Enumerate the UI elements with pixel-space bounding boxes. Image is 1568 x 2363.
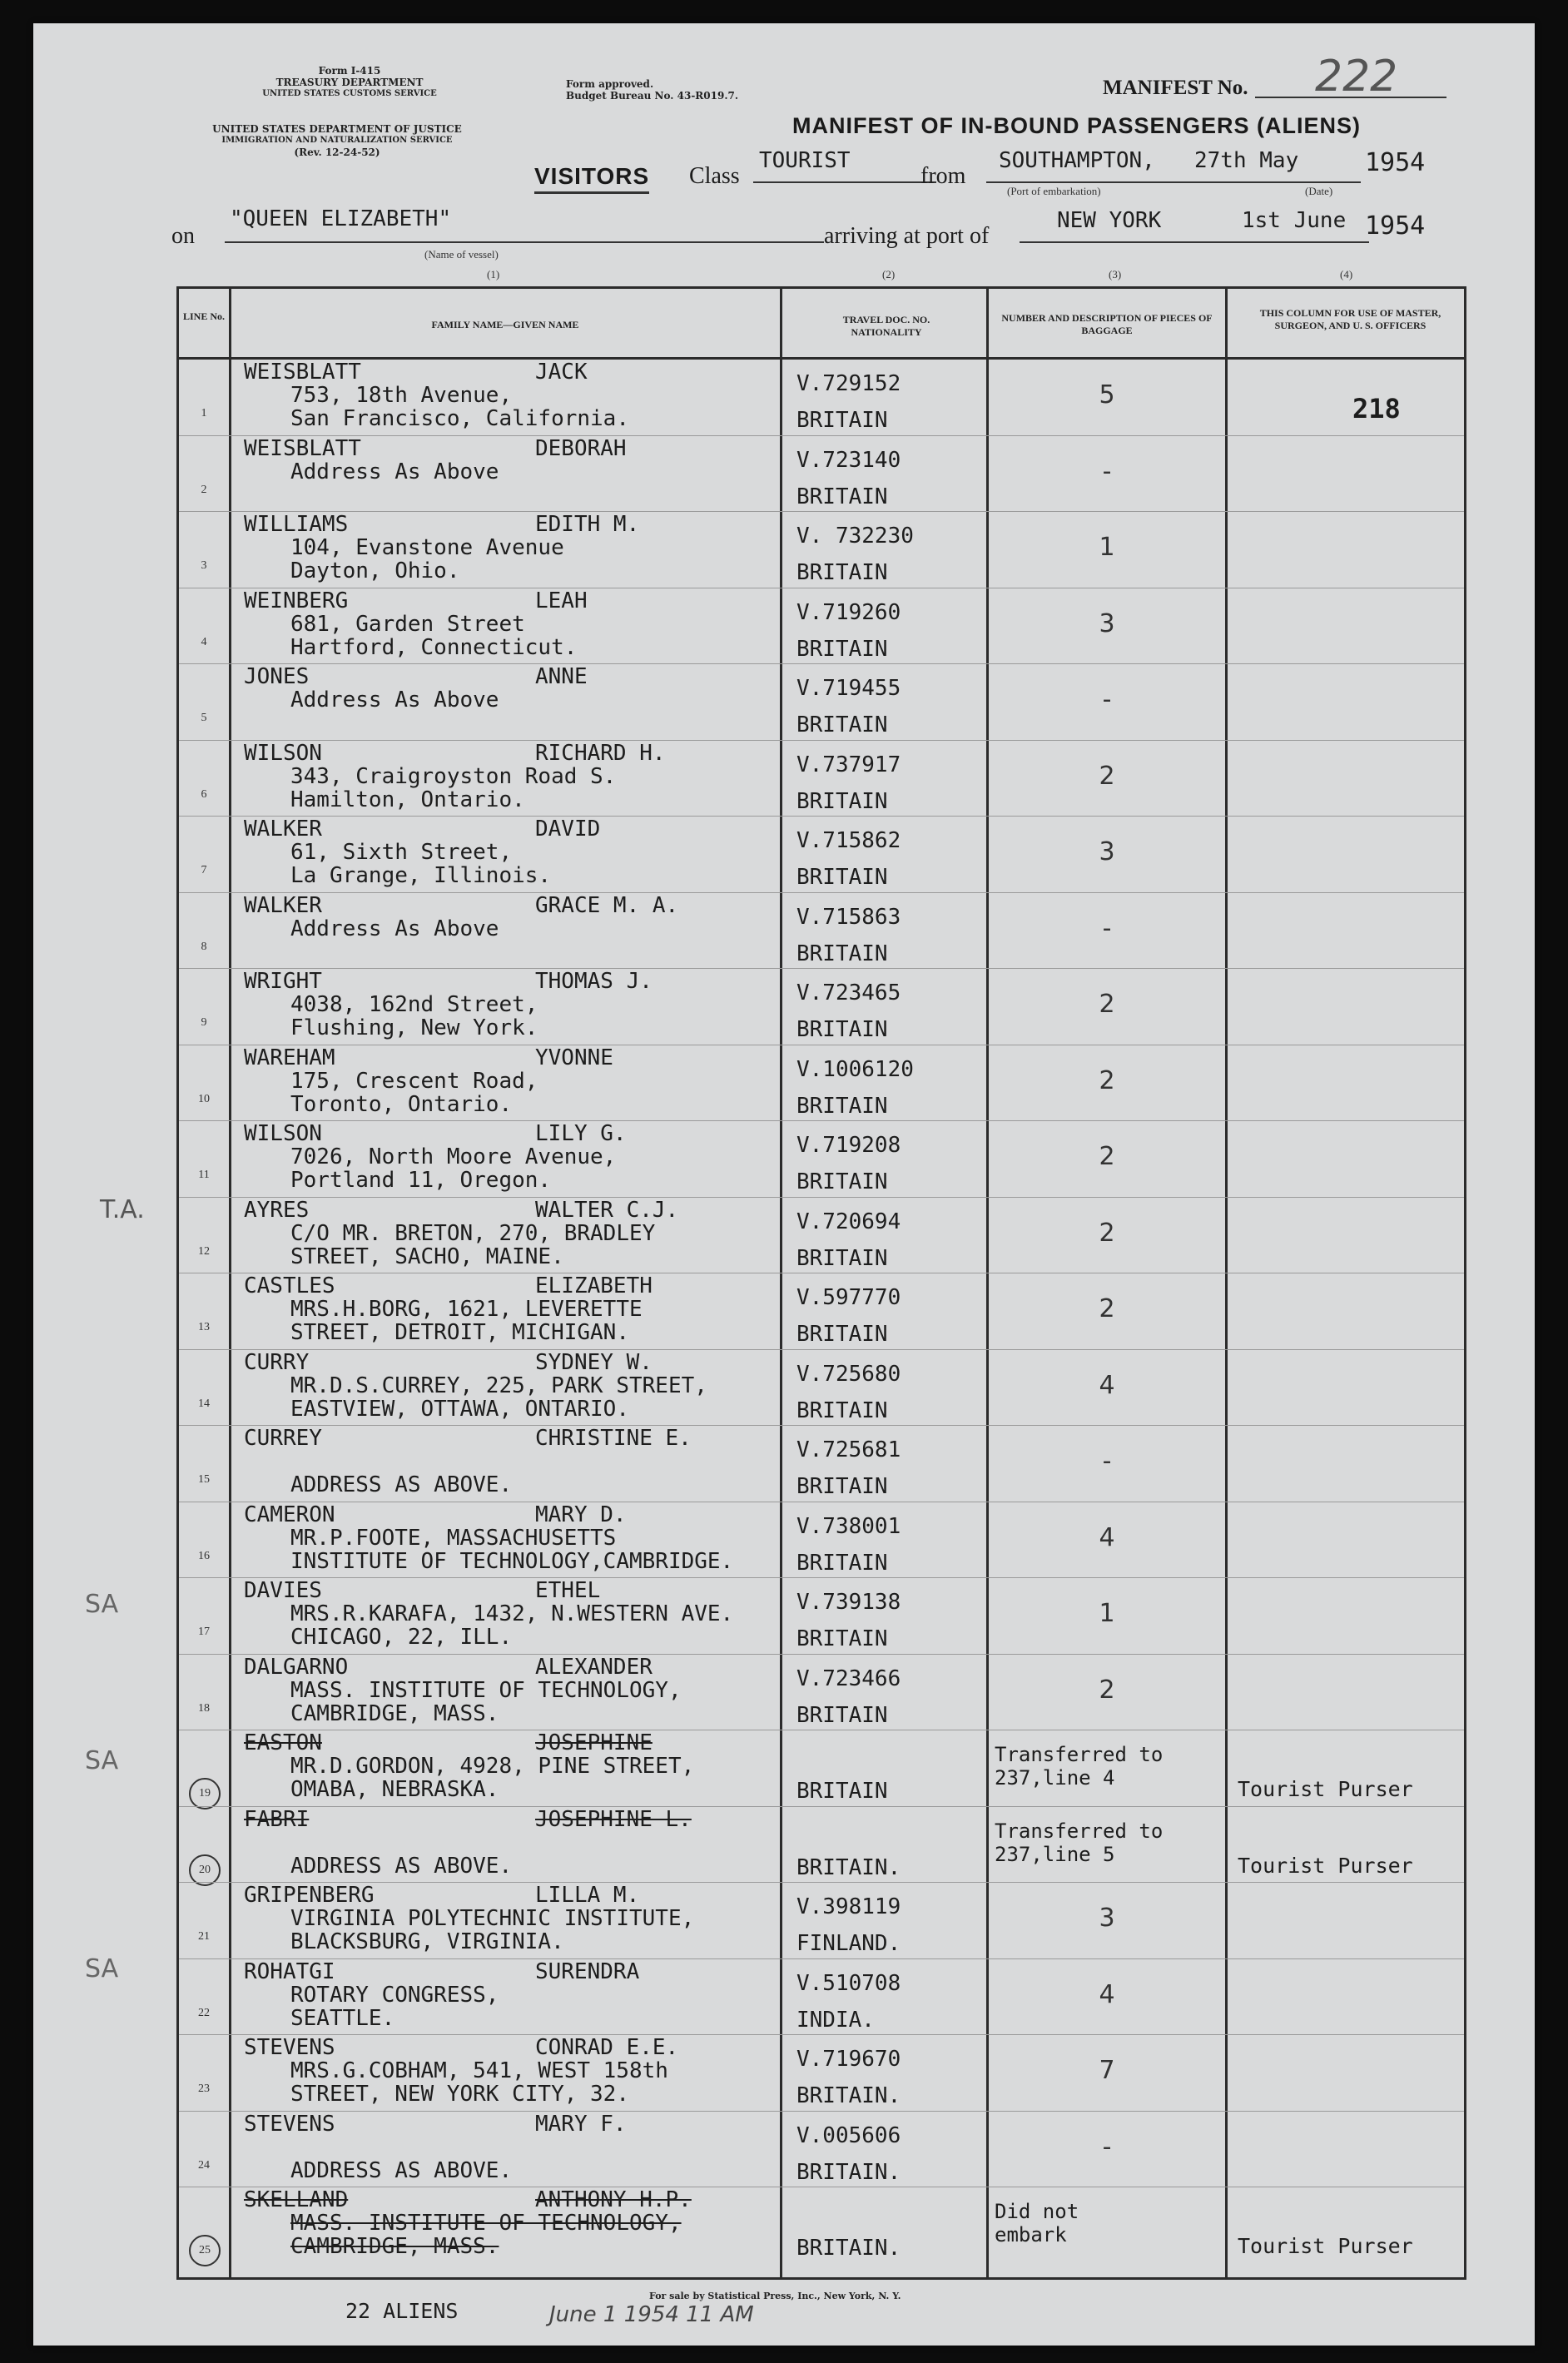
given-name: ANTHONY H.P. — [535, 2187, 692, 2212]
given-name: JOSEPHINE — [535, 1730, 653, 1755]
family-name: WEINBERG — [244, 588, 349, 613]
given-name: ELIZABETH — [535, 1273, 653, 1298]
line-number: 18 — [198, 1701, 210, 1715]
address-line: Address As Above — [290, 688, 499, 712]
port-caption: (Port of embarkation) — [1007, 185, 1101, 197]
travel-doc-number: V.719260 — [796, 599, 901, 625]
officer-note: 218 — [1352, 393, 1401, 424]
family-name: CURRY — [244, 1349, 310, 1375]
departure-year: 1954 — [1365, 148, 1426, 177]
baggage-count: 4 — [1099, 1370, 1115, 1400]
approval-line: Form approved. — [566, 78, 654, 90]
baggage-count: 2 — [1099, 1294, 1115, 1323]
family-name: ROHATGI — [244, 1958, 335, 1984]
line-number: 13 — [198, 1321, 210, 1333]
baggage-count: - — [1102, 1447, 1112, 1476]
baggage-count: 2 — [1099, 1065, 1115, 1095]
travel-doc-number: V.597770 — [796, 1285, 901, 1310]
family-name: WILSON — [244, 1121, 322, 1146]
header-divider — [179, 357, 1464, 360]
total-aliens: 22 ALIENS — [345, 2299, 459, 2323]
baggage-count: - — [1102, 685, 1112, 714]
nationality: BRITAIN — [796, 788, 888, 814]
travel-doc-number: V.715862 — [796, 828, 901, 853]
baggage-note: embark — [995, 2223, 1067, 2246]
arrival-port: NEW YORK — [1057, 208, 1162, 233]
line-number: 23 — [198, 2083, 210, 2095]
line-number: 9 — [201, 1016, 207, 1029]
row-divider — [179, 2034, 1464, 2035]
family-name: WILLIAMS — [244, 512, 349, 537]
given-name: SYDNEY W. — [535, 1349, 653, 1375]
line-number: 12 — [198, 1244, 210, 1258]
line-number: 15 — [198, 1473, 210, 1486]
given-name: THOMAS J. — [535, 969, 653, 994]
line-number: 20 — [189, 1854, 221, 1886]
family-name: EASTON — [244, 1730, 322, 1755]
nationality: BRITAIN — [796, 1702, 888, 1728]
class-line — [753, 181, 936, 183]
arrival-line — [1020, 241, 1369, 243]
baggage-count: 5 — [1099, 380, 1115, 410]
address-line: Address As Above — [290, 459, 499, 484]
address-line: MASS. INSTITUTE OF TECHNOLOGY, — [290, 1677, 682, 1703]
address-line: Hartford, Connecticut. — [290, 634, 578, 660]
address-line: MASS. INSTITUTE OF TECHNOLOGY, — [290, 2211, 682, 2236]
address-line: 7026, North Moore Avenue, — [290, 1144, 617, 1169]
travel-doc-number: V.719670 — [796, 2047, 901, 2072]
manifest-number: 222 — [1315, 52, 1398, 102]
given-name: JOSEPHINE L. — [535, 1806, 692, 1832]
address-line: C/O MR. BRETON, 270, BRADLEY — [290, 1220, 656, 1246]
address-line: CHICAGO, 22, ILL. — [290, 1625, 513, 1650]
row-divider — [179, 816, 1464, 817]
row-divider — [179, 511, 1464, 512]
family-name: JONES — [244, 664, 310, 689]
row-divider — [179, 1654, 1464, 1655]
form-line: UNITED STATES CUSTOMS SERVICE — [262, 89, 437, 98]
address-line: STREET, NEW YORK CITY, 32. — [290, 2082, 629, 2107]
family-name: STEVENS — [244, 2111, 335, 2137]
nationality: BRITAIN — [796, 1093, 888, 1119]
address-line: 61, Sixth Street, — [290, 840, 513, 865]
manifest-no-label: MANIFEST No. — [1103, 77, 1248, 99]
line-number: 1 — [201, 407, 207, 419]
nationality: BRITAIN — [796, 941, 888, 966]
line-number: 25 — [189, 2235, 221, 2266]
line-number: 14 — [198, 1397, 210, 1410]
baggage-count: 2 — [1099, 1218, 1115, 1248]
address-line: San Francisco, California. — [290, 406, 629, 431]
col-number: (3) — [1109, 268, 1122, 280]
address-line: Hamilton, Ontario. — [290, 787, 525, 812]
travel-doc-number: V.725680 — [796, 1361, 901, 1387]
travel-doc-number: V.720694 — [796, 1209, 901, 1234]
family-name: STEVENS — [244, 2035, 335, 2060]
approval-block — [566, 78, 782, 102]
family-name: CAMERON — [244, 1502, 335, 1527]
address-line: EASTVIEW, OTTAWA, ONTARIO. — [290, 1396, 629, 1422]
nationality: BRITAIN — [796, 1322, 888, 1347]
address-line: 175, Crescent Road, — [290, 1068, 538, 1094]
purser-note: Tourist Purser — [1238, 1777, 1413, 1801]
nationality: FINLAND. — [796, 1931, 901, 1956]
travel-doc-number: V.510708 — [796, 1970, 901, 1996]
from-label: from — [920, 163, 966, 189]
address-line: La Grange, Illinois. — [290, 863, 552, 888]
row-divider — [179, 892, 1464, 893]
baggage-count: 2 — [1099, 1142, 1115, 1171]
col-header-baggage: NUMBER AND DESCRIPTION OF PIECES OF BAGGAGE — [1001, 312, 1213, 336]
address-line: OMABA, NEBRASKA. — [290, 1777, 499, 1802]
class-value: TOURIST — [759, 148, 851, 173]
travel-doc-number: V.1006120 — [796, 1056, 914, 1082]
address-line: SEATTLE. — [290, 2005, 395, 2031]
col-header-doc: TRAVEL DOC. NO. NATIONALITY — [842, 314, 930, 338]
line-number: 4 — [201, 635, 207, 648]
address-line: 104, Evanstone Avenue — [290, 535, 564, 560]
travel-doc-number: V.738001 — [796, 1513, 901, 1539]
margin-note: SA — [85, 1590, 119, 1619]
given-name: MARY F. — [535, 2111, 627, 2137]
travel-doc-number: V.719455 — [796, 676, 901, 701]
nationality: BRITAIN — [796, 636, 888, 662]
baggage-count: - — [1102, 913, 1112, 943]
nationality: BRITAIN — [796, 712, 888, 737]
family-name: WALKER — [244, 817, 322, 841]
family-name: WALKER — [244, 892, 322, 918]
given-name: DAVID — [535, 817, 601, 841]
line-number: 2 — [201, 483, 207, 496]
address-line: STREET, SACHO, MAINE. — [290, 1244, 564, 1269]
purser-note: Tourist Purser — [1238, 2234, 1413, 2258]
baggage-count: 4 — [1099, 1979, 1115, 2009]
family-name: WAREHAM — [244, 1045, 335, 1070]
address-line: BLACKSBURG, VIRGINIA. — [290, 1929, 564, 1954]
baggage-count: 2 — [1099, 1675, 1115, 1705]
form-id-block — [225, 65, 474, 100]
family-name: WILSON — [244, 740, 322, 766]
margin-note: SA — [85, 1954, 119, 1983]
vessel-line — [225, 241, 824, 243]
address-line: MRS.H.BORG, 1621, LEVERETTE — [290, 1297, 643, 1322]
line-number: 3 — [201, 559, 207, 572]
col-number: (1) — [487, 268, 500, 280]
travel-doc-number: V.725681 — [796, 1437, 901, 1462]
baggage-count: 7 — [1099, 2056, 1115, 2085]
address-line: CAMBRIDGE, MASS. — [290, 2234, 499, 2259]
manifest-page — [33, 23, 1535, 2346]
class-label: Class — [689, 163, 740, 189]
nationality: BRITAIN — [796, 1626, 888, 1651]
given-name: ALEXANDER — [535, 1654, 653, 1680]
date-caption: (Date) — [1305, 185, 1333, 197]
address-line: ADDRESS AS ABOVE. — [290, 1853, 513, 1879]
printer-note: For sale by Statistical Press, Inc., New York, N. Y. — [649, 2291, 901, 2301]
baggage-count: 4 — [1099, 1522, 1115, 1552]
port-embarkation: SOUTHAMPTON, — [999, 148, 1155, 173]
given-name: ANNE — [535, 664, 588, 689]
vessel-name: "QUEEN ELIZABETH" — [230, 206, 452, 231]
departure-date: 27th May — [1194, 148, 1299, 173]
address-line: Portland 11, Oregon. — [290, 1168, 552, 1193]
baggage-count: 1 — [1099, 533, 1115, 562]
family-name: GRIPENBERG — [244, 1883, 375, 1908]
col-number: (4) — [1340, 268, 1353, 280]
nationality: BRITAIN — [796, 1169, 888, 1194]
handwritten-date: June 1 1954 11 AM — [549, 2302, 754, 2327]
col-header-officers: THIS COLUMN FOR USE OF MASTER, SURGEON, AND U. S. OFFICERS — [1259, 307, 1441, 331]
col-header-line-no: LINE No. — [182, 310, 225, 322]
line-number: 10 — [198, 1092, 210, 1105]
address-line: ADDRESS AS ABOVE. — [290, 1472, 513, 1497]
line-number: 6 — [201, 787, 207, 801]
family-name: FABRI — [244, 1806, 310, 1832]
row-divider — [179, 1120, 1464, 1121]
travel-doc-number: V.723140 — [796, 447, 901, 473]
row-divider — [179, 1425, 1464, 1426]
form-line: TREASURY DEPARTMENT — [275, 77, 424, 88]
given-name: WALTER C.J. — [535, 1197, 679, 1223]
line-number: 11 — [198, 1169, 210, 1181]
dept-line: UNITED STATES DEPARTMENT OF JUSTICE — [212, 123, 462, 135]
given-name: RICHARD H. — [535, 740, 666, 766]
travel-doc-number: V.739138 — [796, 1590, 901, 1615]
family-name: WRIGHT — [244, 969, 322, 994]
purser-note: Tourist Purser — [1238, 1853, 1413, 1878]
line-number: 22 — [198, 2006, 210, 2019]
address-line: 753, 18th Avenue, — [290, 383, 513, 408]
baggage-count: 1 — [1099, 1599, 1115, 1628]
arrival-date: 1st June — [1242, 208, 1347, 233]
dept-line: IMMIGRATION AND NATURALIZATION SERVICE — [221, 136, 453, 145]
nationality: BRITAIN — [796, 1397, 888, 1423]
row-divider — [179, 1806, 1464, 1807]
margin-note: T.A. — [100, 1195, 145, 1224]
vessel-caption: (Name of vessel) — [424, 248, 499, 261]
nationality: INDIA. — [796, 2007, 875, 2033]
nationality: BRITAIN — [796, 1017, 888, 1042]
arrival-year: 1954 — [1365, 211, 1426, 241]
passenger-table — [176, 286, 1466, 2280]
given-name: ETHEL — [535, 1578, 601, 1603]
travel-doc-number: V.723466 — [796, 1666, 901, 1691]
family-name: SKELLAND — [244, 2187, 349, 2212]
address-line: 681, Garden Street — [290, 611, 525, 637]
row-divider — [179, 435, 1464, 436]
given-name: LILY G. — [535, 1121, 627, 1146]
col-header-name: FAMILY NAME—GIVEN NAME — [431, 319, 579, 330]
baggage-count: 3 — [1099, 837, 1115, 866]
family-name: CASTLES — [244, 1273, 335, 1298]
nationality: BRITAIN. — [796, 2083, 901, 2108]
family-name: CURREY — [244, 1426, 322, 1451]
row-divider — [179, 663, 1464, 664]
address-line: INSTITUTE OF TECHNOLOGY,CAMBRIDGE. — [290, 1548, 734, 1574]
address-line: Address As Above — [290, 916, 499, 941]
nationality: BRITAIN — [796, 1474, 888, 1499]
given-name: MARY D. — [535, 1502, 627, 1527]
row-divider — [179, 1349, 1464, 1350]
travel-doc-number: V.729152 — [796, 371, 901, 396]
baggage-count: 3 — [1099, 1904, 1115, 1933]
family-name: DALGARNO — [244, 1654, 349, 1680]
nationality: BRITAIN — [796, 484, 888, 509]
given-name: LEAH — [535, 588, 588, 613]
line-number: 21 — [198, 1930, 210, 1943]
row-divider — [179, 1958, 1464, 1959]
nationality: BRITAIN. — [796, 1854, 901, 1880]
travel-doc-number: V. 732230 — [796, 524, 914, 549]
port-line — [986, 181, 1194, 183]
family-name: DAVIES — [244, 1578, 322, 1603]
row-divider — [179, 740, 1464, 741]
address-line: MR.P.FOOTE, MASSACHUSETTS — [290, 1525, 617, 1551]
baggage-note: 237,line 4 — [995, 1766, 1115, 1790]
travel-doc-number: V.715863 — [796, 904, 901, 930]
visitors-label: VISITORS — [534, 163, 649, 194]
arriving-label: arriving at port of — [824, 223, 990, 249]
given-name: SURENDRA — [535, 1958, 640, 1984]
nationality: BRITAIN — [796, 408, 888, 433]
baggage-note: Did not — [995, 2200, 1079, 2223]
nationality: BRITAIN — [796, 1779, 888, 1804]
travel-doc-number: V.398119 — [796, 1894, 901, 1919]
dept-line: (Rev. 12-24-52) — [294, 146, 380, 158]
line-number: 19 — [189, 1778, 221, 1809]
address-line: ADDRESS AS ABOVE. — [290, 2157, 513, 2183]
baggage-note: Transferred to — [995, 1819, 1164, 1843]
row-divider — [179, 1577, 1464, 1578]
given-name: CONRAD E.E. — [535, 2035, 679, 2060]
given-name: CHRISTINE E. — [535, 1426, 692, 1451]
travel-doc-number: V.005606 — [796, 2122, 901, 2148]
nationality: BRITAIN — [796, 1245, 888, 1271]
form-line: Form I-415 — [318, 65, 381, 77]
department-block — [175, 123, 499, 158]
line-number: 24 — [198, 2158, 210, 2172]
address-line: 4038, 162nd Street, — [290, 992, 538, 1017]
manifest-title: MANIFEST OF IN-BOUND PASSENGERS (ALIENS) — [792, 113, 1362, 138]
given-name: YVONNE — [535, 1045, 613, 1070]
on-label: on — [171, 223, 195, 249]
travel-doc-number: V.737917 — [796, 752, 901, 777]
family-name: WEISBLATT — [244, 435, 361, 461]
family-name: AYRES — [244, 1197, 310, 1223]
nationality: BRITAIN — [796, 1550, 888, 1576]
address-line: MR.D.S.CURREY, 225, PARK STREET, — [290, 1373, 707, 1398]
line-number: 5 — [201, 712, 207, 724]
col-number: (2) — [882, 268, 896, 280]
given-name: JACK — [535, 360, 588, 385]
given-name: EDITH M. — [535, 512, 640, 537]
baggage-count: 2 — [1099, 761, 1115, 791]
address-line: STREET, DETROIT, MICHIGAN. — [290, 1320, 629, 1345]
nationality: BRITAIN — [796, 560, 888, 585]
address-line: MRS.G.COBHAM, 541, WEST 158th — [290, 2058, 668, 2083]
baggage-note: 237,line 5 — [995, 1842, 1115, 1866]
travel-doc-number: V.719208 — [796, 1133, 901, 1158]
address-line: MRS.R.KARAFA, 1432, N.WESTERN AVE. — [290, 1601, 734, 1626]
address-line: Dayton, Ohio. — [290, 558, 460, 583]
travel-doc-number: V.723465 — [796, 980, 901, 1005]
address-line: Toronto, Ontario. — [290, 1091, 513, 1117]
nationality: BRITAIN — [796, 865, 888, 890]
row-divider — [179, 2111, 1464, 2112]
margin-note: SA — [85, 1746, 119, 1775]
row-divider — [179, 968, 1464, 969]
address-line: ROTARY CONGRESS, — [290, 1982, 499, 2008]
nationality: BRITAIN. — [796, 2236, 901, 2261]
row-divider — [179, 1197, 1464, 1198]
address-line: VIRGINIA POLYTECHNIC INSTITUTE, — [290, 1906, 695, 1931]
baggage-count: 3 — [1099, 608, 1115, 638]
line-number: 7 — [201, 864, 207, 876]
baggage-count: - — [1102, 2132, 1112, 2162]
line-number: 8 — [201, 940, 207, 953]
baggage-count: - — [1102, 456, 1112, 486]
line-number: 16 — [198, 1549, 210, 1562]
baggage-count: 2 — [1099, 990, 1115, 1019]
given-name: DEBORAH — [535, 435, 627, 461]
address-line: Flushing, New York. — [290, 1015, 538, 1040]
address-line: 343, Craigroyston Road S. — [290, 763, 617, 789]
given-name: LILLA M. — [535, 1883, 640, 1908]
date-line — [1194, 181, 1361, 183]
family-name: WEISBLATT — [244, 360, 361, 385]
line-number: 17 — [198, 1626, 210, 1638]
address-line: CAMBRIDGE, MASS. — [290, 1700, 499, 1726]
approval-line: Budget Bureau No. 43-R019.7. — [566, 90, 739, 102]
nationality: BRITAIN. — [796, 2159, 901, 2185]
given-name: GRACE M. A. — [535, 892, 679, 918]
address-line: MR.D.GORDON, 4928, PINE STREET, — [290, 1754, 695, 1779]
baggage-note: Transferred to — [995, 1743, 1164, 1766]
